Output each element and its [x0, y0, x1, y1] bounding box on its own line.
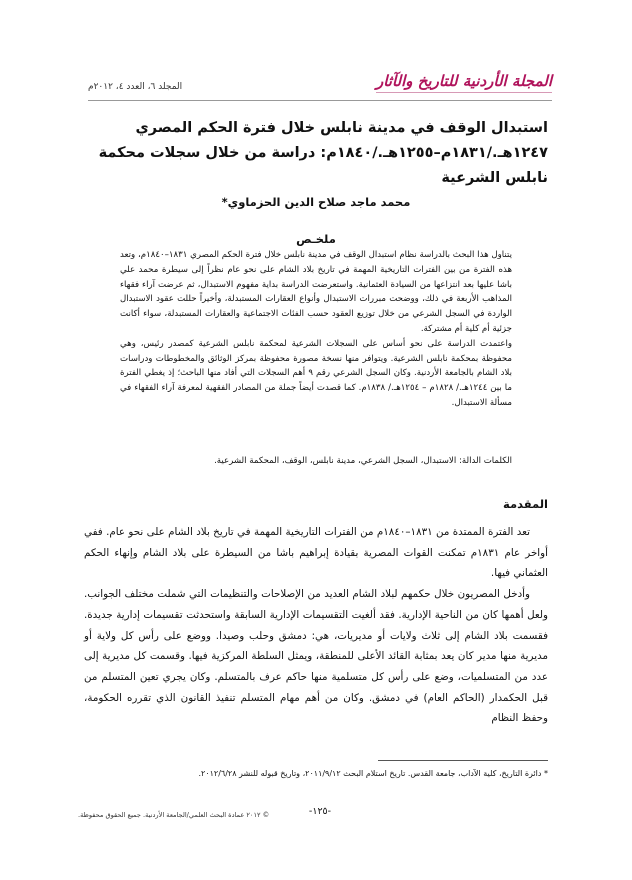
body-paragraph: وأدخل المصريون خلال حكمهم لبلاد الشام العديد من الإصلاحات والتنظيمات التي شملت مختلف الجوانب. ولعل أهمها كان من الناحية الإدارية. فقد ألغيت التقسيمات الإدارية السابقة واستحدثت تقسيمات إدارية جديدة. فقسمت بلاد الشام إلى ثلاث ولايات أو مديريات، هي: دمشق وحلب وصيدا. ووضع على رأس كل ولاية أو مديرية منها مدير كان يعد بمثابة القائد الأعلى للمنطقة، ويمثل السلطة المركزية فيها. وقسمت كل مديرية إلى عدد من المتسلميات، وضع على رأس كل متسلمية منها حاكم عرف بالمتسلم. وكان يجري تعين المتسلم من قبل الحكمدار (الحاكم العام) في دمشق. وكان من أهم مهام المتسلم تنفيذ القانون الذي تقرره الحكومة، وحفظ النظام	[84, 588, 548, 725]
page-number: -١٢٥-	[308, 806, 332, 817]
abstract-heading: ملخـص	[296, 232, 336, 246]
issue-info: المجلد ٦، العدد ٤، ٢٠١٢م	[88, 82, 183, 92]
copyright-notice: © ٢٠١٢ عمادة البحث العلمي/الجامعة الأردنية. جميع الحقوق محفوظة.	[78, 811, 270, 819]
author-name: محمد ماجد صلاح الدين الحزماوي*	[221, 195, 411, 209]
abstract-paragraph: يتناول هذا البحث بالدراسة نظام استبدال الوقف في مدينة نابلس خلال فترة الحكم المصري ١٨٣١–١٨٤٠م، وتعد هذه الفترة من بين الفترات التاريخية المهمة في تاريخ بلاد الشام على نحو عام نظراً إلى سيطرة محمد علي باشا عليها بعد انتزاعها من السيادة العثمانية. واستعرضت الدراسة بداية مفهوم الاستبدال، ثم عرضت آراء فقهاء المذاهب الأربعة في ذلك، ووضحت مبررات الاستبدال وأنواع العقارات المستبدلة، وأخيراً حللت عقود الاستبدال الواردة في السجل الشرعي من خلال توزيع العقود حسب الفئات الاجتماعية والعقارات المستبدلة، سواء أكانت جزئية أم كلية أم مشتركة.	[120, 250, 512, 334]
article-title: استبدال الوقف في مدينة نابلس خلال فترة الحكم المصري ١٢٤٧هـ./١٨٣١م–١٢٥٥هـ./١٨٤٠م: دراسة من خلال سجلات محكمة نابلس الشرعية	[98, 120, 548, 186]
abstract-body	[120, 248, 512, 411]
body-paragraph: تعد الفترة الممتدة من ١٨٣١–١٨٤٠م من الفترات التاريخية المهمة في تاريخ بلاد الشام على نحو عام. ففي أواخر عام ١٨٣١م تمكنت القوات المصرية بقيادة إبراهيم باشا من السيطرة على بلاد الشام وإنهاء الحكم العثماني فيها.	[84, 526, 548, 580]
journal-logo: المجلة الأردنية للتاريخ والآثار	[376, 72, 552, 93]
header-divider	[88, 100, 552, 101]
author-footnote: * دائرة التاريخ، كلية الآداب، جامعة القدس. تاريخ استلام البحث ٢٠١١/٩/١٢، وتاريخ قبوله للنشر ٢٠١٢/٦/٢٨.	[198, 769, 548, 778]
keywords: الكلمات الدالة: الاستبدال، السجل الشرعي، مدينة نابلس، الوقف، المحكمة الشرعية.	[214, 456, 512, 466]
footnote-divider	[378, 760, 548, 761]
introduction-body	[84, 522, 548, 729]
abstract-paragraph: واعتمدت الدراسة على نحو أساس على السجلات الشرعية لمحكمة نابلس الشرعية كمصدر رئيس، وهي محفوظة بمحكمة نابلس الشرعية. ويتوافر منها نسخة مصورة محفوظة بمركز الوثائق والمخطوطات ودراسات بلاد الشام بالجامعة الأردنية. وكان السجل الشرعي رقم ٩ أهم السجلات التي أفاد منها الباحث؛ إذ يغطي الفترة ما بين ١٢٤٤هـ./ ١٨٢٨م – ١٢٥٤هـ./ ١٨٣٨م. كما قصدت أيضاً جملة من المصادر الفقهية لمعرفة آراء الفقهاء في مسألة الاستبدال.	[120, 338, 513, 408]
running-header	[88, 72, 552, 100]
introduction-heading: المقدمة	[503, 497, 548, 511]
